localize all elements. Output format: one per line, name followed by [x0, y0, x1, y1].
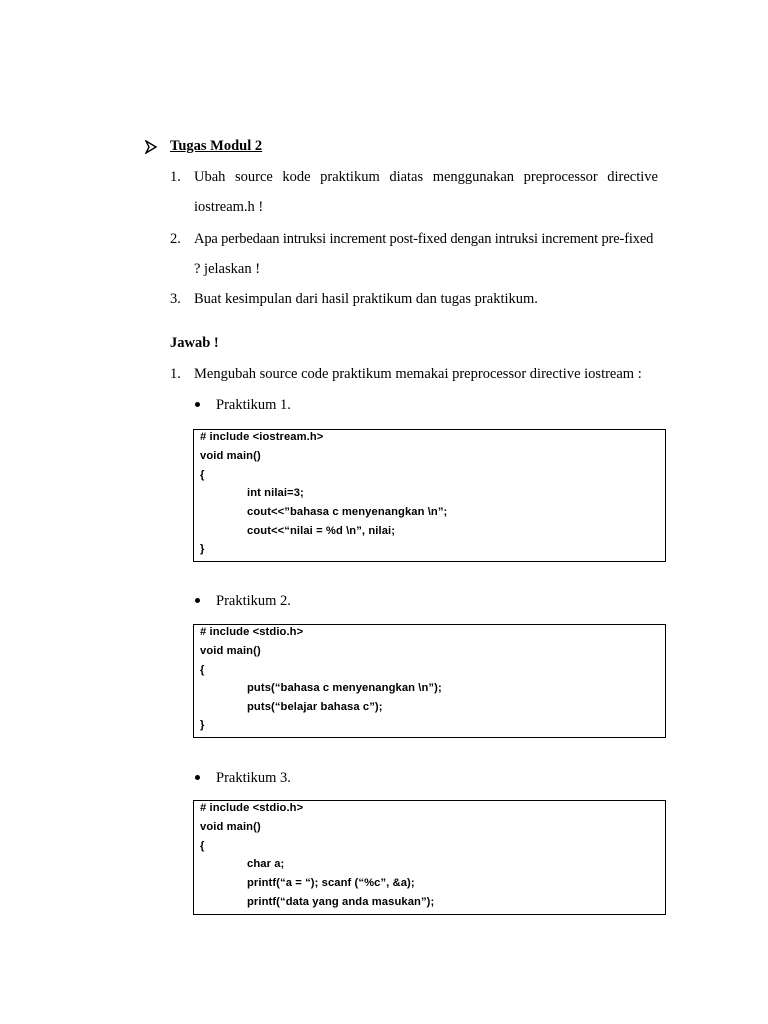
code-line: cout<<”bahasa c menyenangkan \n”; [247, 506, 448, 518]
code-line: int nilai=3; [247, 487, 304, 499]
code-line: # include <iostream.h> [200, 431, 324, 443]
bullet-dot-icon [195, 775, 200, 780]
task-item-1-number: 1. [170, 169, 181, 185]
code-line: void main() [200, 450, 261, 462]
code-line: char a; [247, 858, 285, 870]
word: praktikum [320, 169, 380, 185]
task-item-3-line1: Buat kesimpulan dari hasil praktikum dan tugas praktikum. [194, 291, 538, 307]
word: preprocessor [523, 169, 598, 185]
task-item-1-line1 [194, 169, 658, 186]
bullet-dot-icon [195, 598, 200, 603]
word: diatas [389, 169, 424, 185]
praktikum-3-label: Praktikum 3. [216, 770, 291, 786]
code-line: void main() [200, 645, 261, 657]
praktikum-1-label: Praktikum 1. [216, 397, 291, 413]
code-line: { [200, 469, 205, 481]
word: directive [607, 169, 658, 185]
task-item-2-line2: ? jelaskan ! [194, 261, 261, 277]
word: source [234, 169, 273, 185]
praktikum-2-code-box [193, 624, 666, 738]
bullet-dot-icon [195, 402, 200, 407]
code-line: { [200, 664, 205, 676]
code-line: } [200, 719, 205, 731]
code-line: printf(“data yang anda masukan”); [247, 896, 435, 908]
code-line: cout<<“nilai = %d \n”, nilai; [247, 525, 396, 537]
answer-item-number: 1. [170, 366, 181, 382]
code-line: } [200, 543, 205, 555]
answer-heading: Jawab ! [170, 335, 219, 351]
word: kode [282, 169, 311, 185]
answer-item-text: Mengubah source code praktikum memakai preprocessor directive iostream : [194, 366, 642, 382]
word: Ubah [194, 169, 226, 185]
praktikum-3-code-box [193, 800, 666, 915]
code-line: # include <stdio.h> [200, 626, 304, 638]
task-heading: Tugas Modul 2 [170, 138, 263, 154]
code-line: void main() [200, 821, 261, 833]
word: menggunakan [432, 169, 515, 185]
task-item-1-line2: iostream.h ! [194, 199, 264, 215]
task-item-3-number: 3. [170, 291, 181, 307]
code-line: puts(“bahasa c menyenangkan \n”); [247, 682, 442, 694]
task-item-2-line1: Apa perbedaan intruksi increment post-fixed dengan intruksi increment pre-fixed [194, 231, 654, 247]
praktikum-1-code-box [193, 429, 666, 562]
code-line: printf(“a = “); scanf (“%c”, &a); [247, 877, 415, 889]
code-line: puts(“belajar bahasa c”); [247, 701, 383, 713]
code-line: { [200, 840, 205, 852]
task-item-2-number: 2. [170, 231, 181, 247]
code-line: # include <stdio.h> [200, 802, 304, 814]
arrow-head-icon [144, 140, 158, 154]
praktikum-2-label: Praktikum 2. [216, 593, 291, 609]
